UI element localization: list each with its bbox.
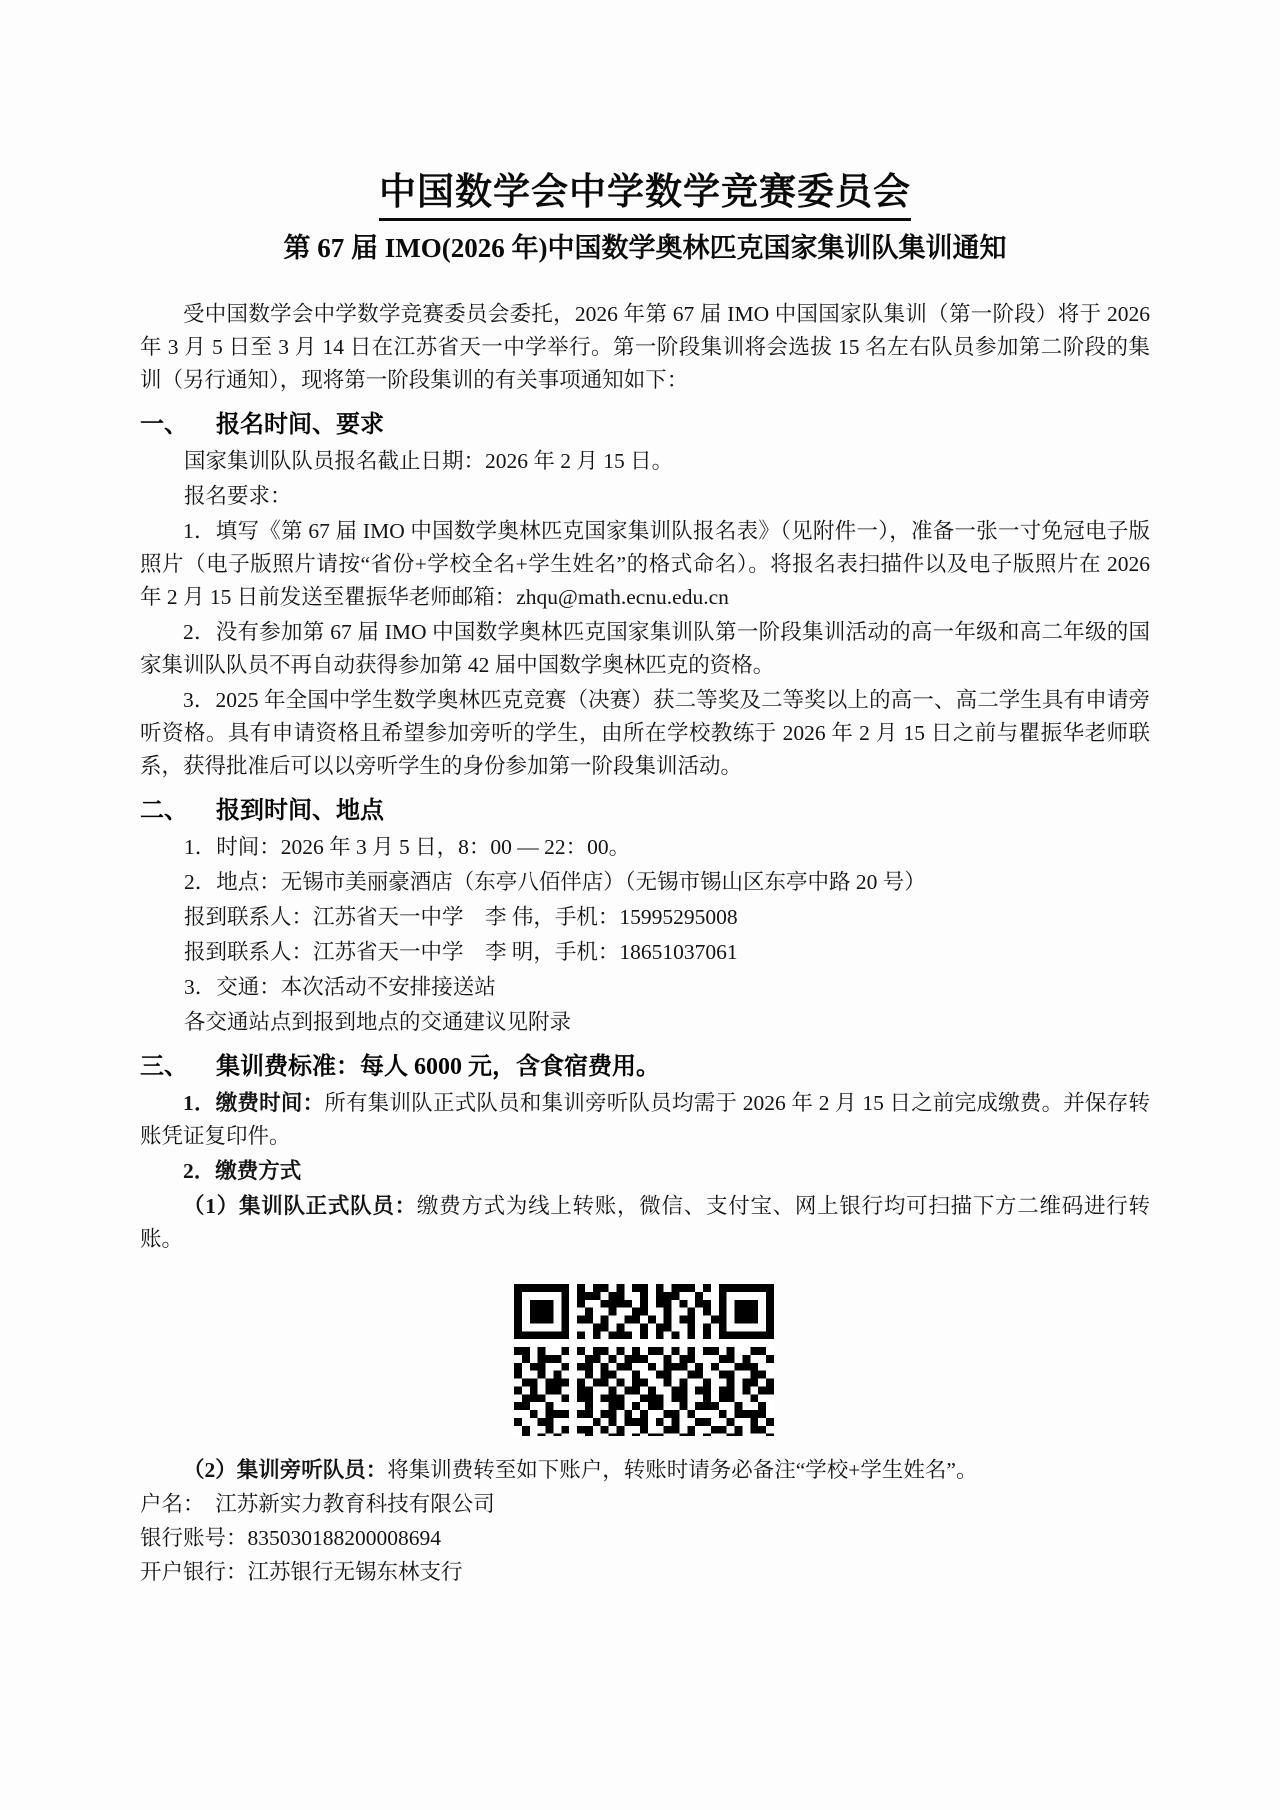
account-name: 户名： 江苏新实力教育科技有限公司: [140, 1492, 495, 1517]
payment-official-label: （1）集训队正式队员：: [183, 1194, 417, 1219]
payment-qr-code-wrap: [140, 1284, 1150, 1436]
payment-official-member: [140, 1190, 1150, 1256]
section-two-number: 二、: [140, 798, 188, 825]
payment-method-label: 2．缴费方式: [183, 1159, 302, 1184]
lead-paragraph: 受中国数学会中学数学竞赛委员会委托，2026 年第 67 届 IMO 中国国家队集训（第一阶段）将于 2026 年 3 月 5 日至 3 月 14 日在江苏省天一中学举行。第一阶段集训将会选拔 15 名左右队员参加第二阶段的集训（另行通知），现将第一阶段集训的有关事项通知如下：: [140, 302, 1150, 393]
payment-qr-code: [514, 1284, 776, 1436]
section-heading-two: [140, 793, 1150, 829]
section-one-item-1: 1．填写《第 67 届 IMO 中国数学奥林匹克国家集训队报名表》（见附件一），准备一张一寸免冠电子版照片（电子版照片请按“省份+学校全名+学生姓名”的格式命名）。将报名表扫描件以及电子版照片在 2026 年 2 月 15 日前发送至瞿振华老师邮箱：zhqu@math.ecnu.edu.cn: [140, 519, 1150, 610]
account-number: 银行账号：835030188200008694: [140, 1526, 442, 1551]
registration-requirement-label: 报名要求：: [184, 484, 292, 509]
registration-deadline: 国家集训队队员报名截止日期：2026 年 2 月 15 日。: [184, 449, 674, 474]
payment-auditor-text: 将集训费转至如下账户，转账时请务必备注“学校+学生姓名”。: [387, 1458, 978, 1483]
section-two-title: 报到时间、地点: [216, 798, 384, 825]
checkin-contact-2: 报到联系人：江苏省天一中学 李 明，手机：18651037061: [184, 940, 738, 965]
payment-time: [140, 1087, 1150, 1153]
checkin-contact-1: 报到联系人：江苏省天一中学 李 伟，手机：15995295008: [184, 905, 738, 930]
section-one-item-3: 3．2025 年全国中学生数学奥林匹克竞赛（决赛）获二等奖及二等奖以上的高一、高二学生具有申请旁听资格。具有申请资格且希望参加旁听的学生，由所在学校教练于 2026 年 2 月 15 日之前与瞿振华老师联系，获得批准后可以以旁听学生的身份参加第一阶段集训活动。: [140, 688, 1150, 779]
checkin-transport-note: 各交通站点到报到地点的交通建议见附录: [184, 1010, 572, 1035]
section-one-item-2: 2．没有参加第 67 届 IMO 中国数学奥林匹克国家集训队第一阶段集训活动的高一年级和高二年级的国家集训队队员不再自动获得参加第 42 届中国数学奥林匹克的资格。: [140, 620, 1150, 678]
section-one-title: 报名时间、要求: [216, 412, 384, 439]
section-one-number: 一、: [140, 412, 188, 439]
payment-official-text: 缴费方式为线上转账，微信、支付宝、网上银行均可扫描下方二维码进行转账。: [140, 1194, 1150, 1252]
qr-code-icon: [514, 1284, 774, 1436]
checkin-transport: 3．交通：本次活动不安排接送站: [184, 975, 496, 1000]
page-subtitle: 第 67 届 IMO(2026 年)中国数学奥林匹克国家集训队集训通知: [283, 233, 1007, 264]
payment-auditor-label: （2）集训旁听队员：: [183, 1458, 388, 1483]
checkin-place: 2．地点：无锡市美丽豪酒店（东亭八佰伴店）（无锡市锡山区东亭中路 20 号）: [184, 870, 926, 895]
page-title-text: 中国数学会中学数学竞赛委员会: [379, 170, 911, 221]
section-heading-one: [140, 407, 1150, 443]
document-content: [140, 170, 1150, 1589]
section-three-number: 三、: [140, 1054, 188, 1081]
payment-time-text: 所有集训队正式队员和集训旁听队员均需于 2026 年 2 月 15 日之前完成缴费。并保存转账凭证复印件。: [140, 1091, 1150, 1149]
payment-time-label: 1．缴费时间：: [183, 1091, 325, 1116]
section-heading-three: [140, 1049, 1150, 1085]
payment-auditor-member: [140, 1454, 1150, 1487]
section-three-title: 集训费标准：每人 6000 元，含食宿费用。: [216, 1054, 660, 1081]
page-title: [140, 170, 1150, 221]
checkin-time: 1．时间：2026 年 3 月 5 日，8：00 — 22：00。: [184, 835, 631, 860]
account-bank: 开户银行：江苏银行无锡东林支行: [140, 1560, 463, 1585]
